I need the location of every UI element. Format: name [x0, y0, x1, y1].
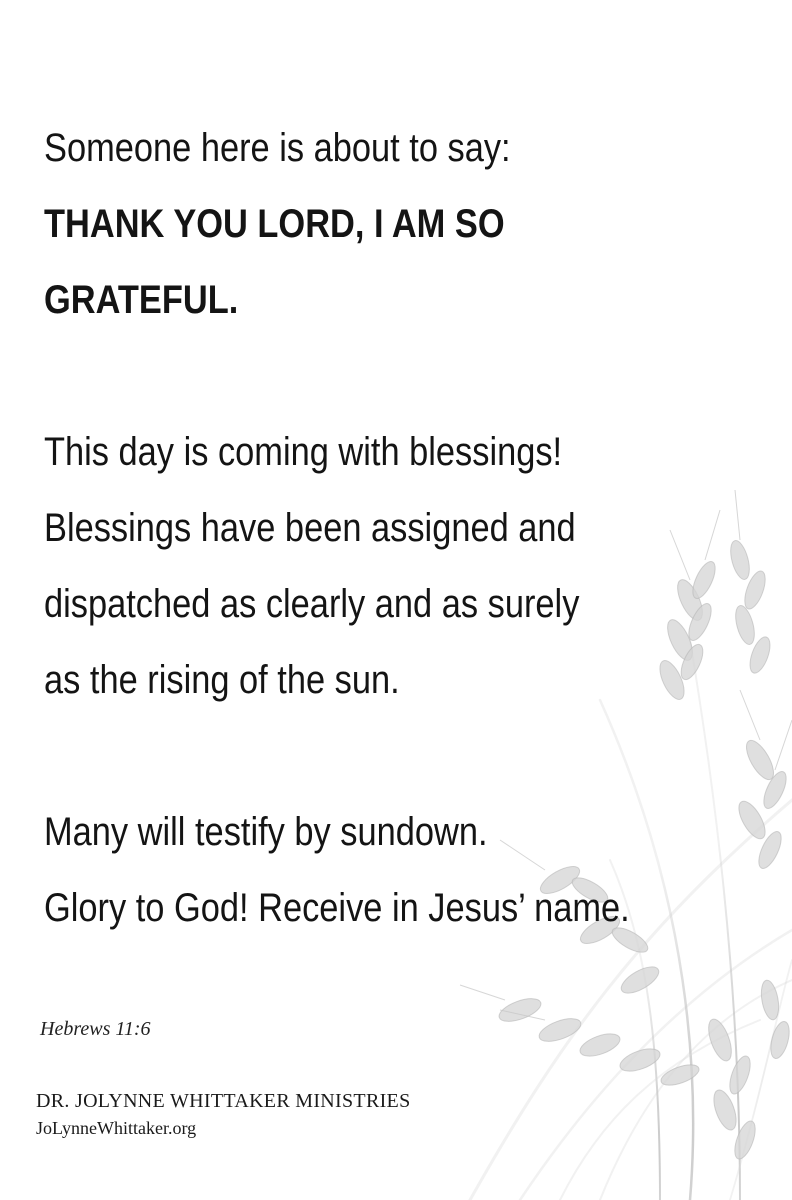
paragraph-gap — [44, 338, 646, 414]
ministry-website-link[interactable]: JoLynneWhittaker.org — [36, 1118, 197, 1138]
message-body — [44, 110, 646, 946]
exclaim-line-2: GRATEFUL. — [44, 278, 239, 322]
blessing-line-1: This day is coming with blessings! — [44, 430, 563, 474]
exclaim-line-1: THANK YOU LORD, I AM SO — [44, 202, 505, 246]
intro-line: Someone here is about to say: — [44, 126, 511, 170]
blessing-line-4: as the rising of the sun. — [44, 658, 400, 702]
testify-line-2: Glory to God! Receive in Jesus’ name. — [44, 886, 630, 930]
ministry-name: DR. JOLYNNE WHITTAKER MINISTRIES — [36, 1090, 411, 1112]
testify-line-1: Many will testify by sundown. — [44, 810, 488, 854]
scripture-reference: Hebrews 11:6 — [40, 1018, 151, 1040]
blessing-line-3: dispatched as clearly and as surely — [44, 582, 580, 626]
paragraph-gap — [44, 718, 646, 794]
blessing-line-2: Blessings have been assigned and — [44, 506, 576, 550]
